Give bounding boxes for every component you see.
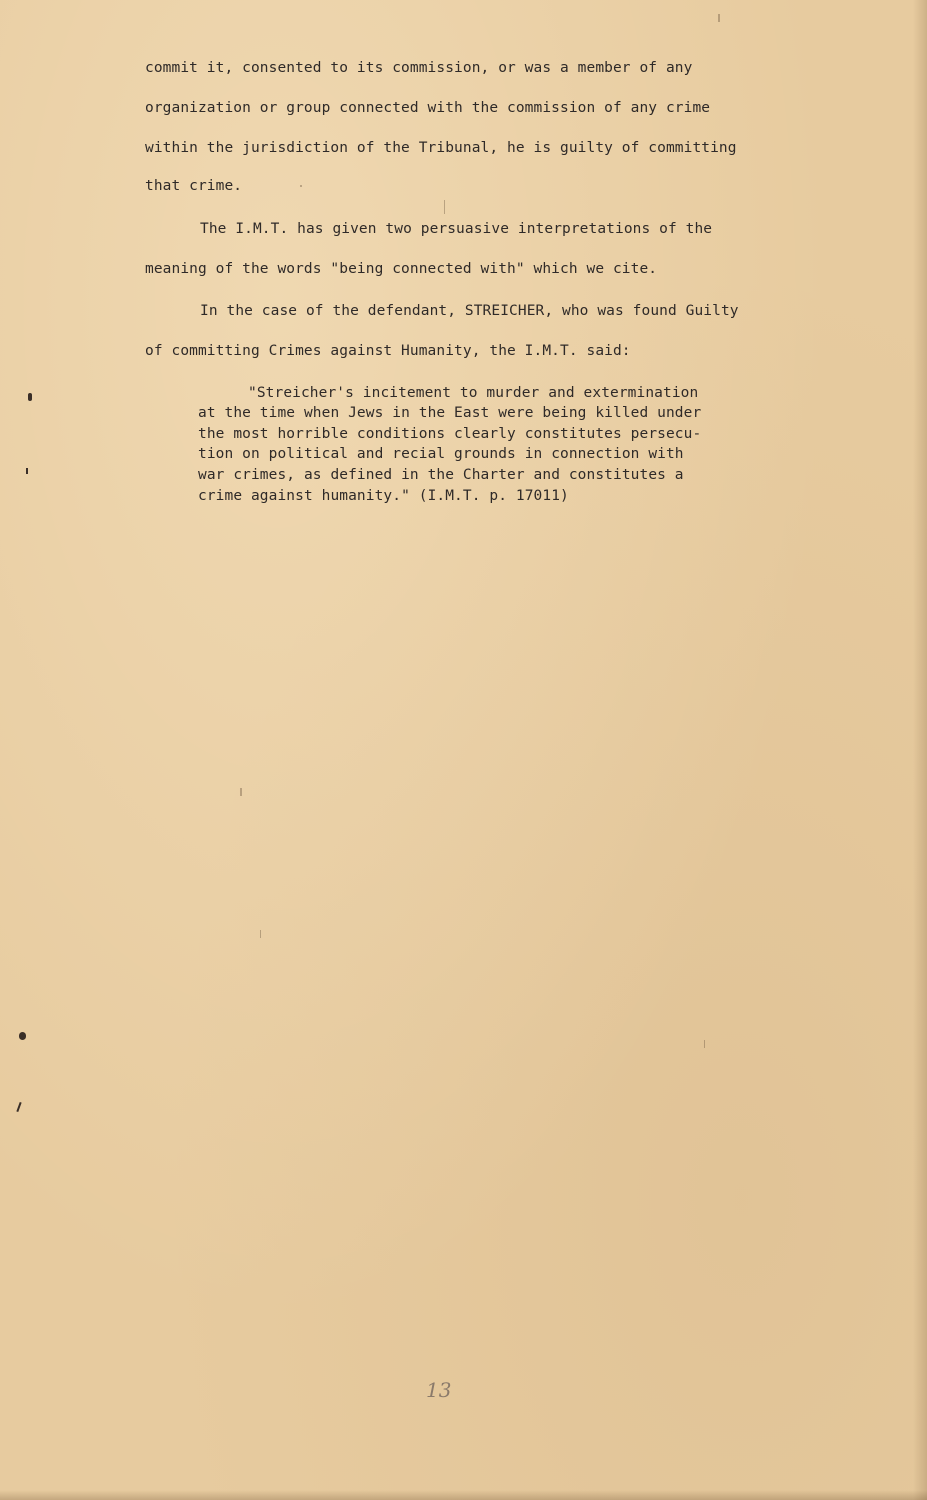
quote-line-1: "Streicher's incitement to murder and extermination [248,385,699,401]
page-number: 13 [426,1378,452,1402]
body-line-4: that crime. [145,178,243,194]
body-line-2: organization or group connected with the commission of any crime [145,100,711,116]
paper-speck [704,1040,705,1048]
page-bottom-shadow [0,1490,927,1500]
body-line-1: commit it, consented to its commission, or was a member of any [145,60,693,76]
body-line-5: The I.M.T. has given two persuasive interpretations of the [200,221,713,237]
body-line-7: In the case of the defendant, STREICHER, who was found Guilty [200,303,739,319]
quote-line-4: tion on political and recial grounds in connection with [198,446,684,462]
body-line-6: meaning of the words "being connected with" which we cite. [145,261,658,277]
paper-speck [718,14,720,22]
margin-mark [26,468,28,474]
paper-speck [444,200,445,214]
margin-mark [16,1102,21,1112]
body-line-8: of committing Crimes against Humanity, the I.M.T. said: [145,343,631,359]
paper-speck [260,930,261,938]
quote-line-5: war crimes, as defined in the Charter and constitutes a [198,467,684,483]
quote-line-6: crime against humanity." (I.M.T. p. 17011) [198,488,569,504]
quote-line-2: at the time when Jews in the East were being killed under [198,405,702,421]
margin-mark [28,393,32,401]
body-line-3: within the jurisdiction of the Tribunal, he is guilty of committing [145,140,737,156]
paper-speck [300,185,302,187]
page-edge-shadow [913,0,927,1500]
paper-speck [240,788,242,796]
margin-mark [19,1032,26,1040]
quote-line-3: the most horrible conditions clearly constitutes persecu- [198,426,702,442]
